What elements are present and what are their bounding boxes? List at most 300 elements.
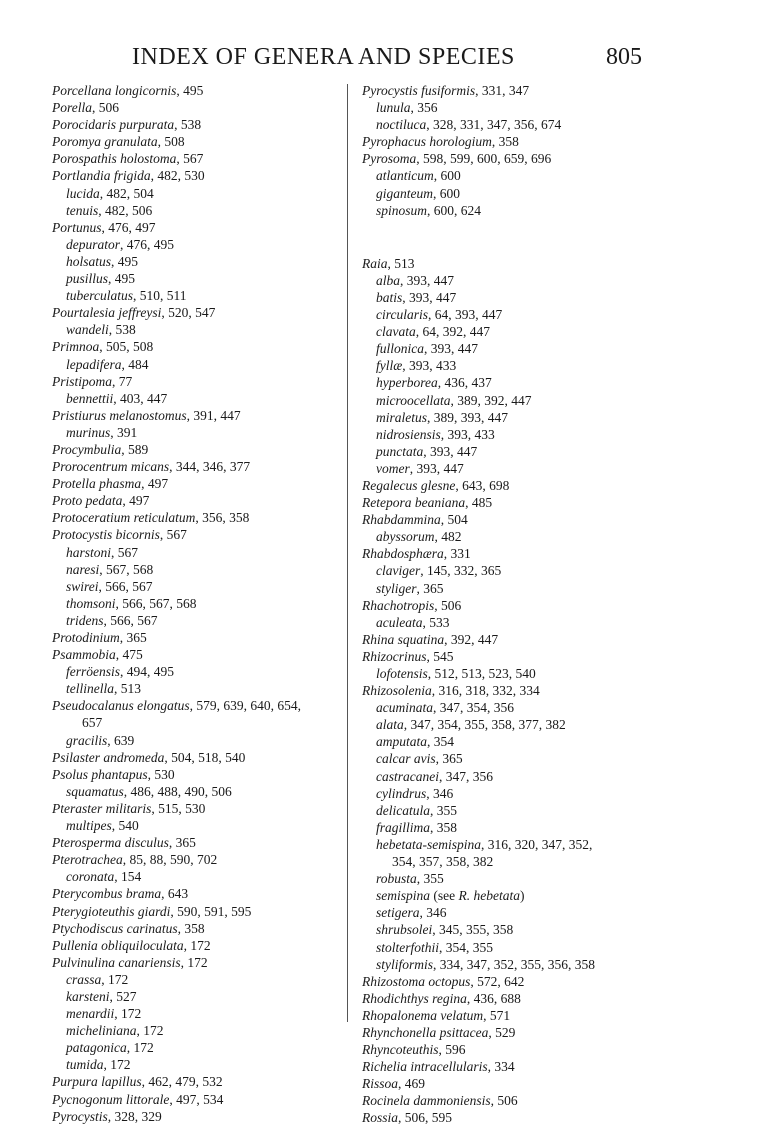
index-entry bbox=[52, 167, 346, 184]
page-refs: , 504, 518, 540 bbox=[164, 749, 246, 765]
page-refs: , 520, 547 bbox=[161, 305, 216, 321]
page-refs: , 347, 354, 356 bbox=[433, 700, 514, 716]
index-entry bbox=[362, 597, 652, 614]
taxon-name: atlanticum bbox=[376, 168, 434, 184]
page-refs: , 572, 642 bbox=[470, 973, 525, 989]
index-subentry bbox=[52, 595, 346, 612]
index-subentry bbox=[362, 167, 652, 184]
taxon-name: fyllæ bbox=[376, 358, 403, 374]
section-gap bbox=[362, 219, 652, 255]
index-subentry bbox=[362, 116, 652, 133]
page-refs: , 482, 504 bbox=[99, 185, 154, 201]
page-refs: , 389, 393, 447 bbox=[427, 409, 509, 425]
taxon-name: claviger bbox=[376, 563, 421, 579]
taxon-name: Portunus bbox=[52, 219, 102, 235]
page-refs: , 566, 567 bbox=[98, 578, 153, 594]
taxon-name: miraletus bbox=[376, 409, 428, 425]
page-refs: , 600 bbox=[433, 168, 461, 184]
index-subentry bbox=[52, 253, 346, 270]
taxon-name: lucida bbox=[66, 185, 100, 201]
page-refs: , 540 bbox=[111, 818, 139, 834]
index-subentry bbox=[362, 785, 652, 802]
taxon-name: styliger bbox=[376, 580, 417, 596]
taxon-name: Protoceratium reticulatum bbox=[52, 510, 196, 526]
index-subentry bbox=[362, 580, 652, 597]
page-refs: , 365 bbox=[168, 835, 196, 851]
page-refs: , 172 bbox=[136, 1023, 164, 1039]
page-refs: , 600 bbox=[433, 185, 460, 201]
index-entry bbox=[52, 219, 346, 236]
index-subentry bbox=[52, 202, 346, 219]
taxon-name: tuberculatus bbox=[66, 288, 133, 304]
page-refs: , 172 bbox=[180, 954, 208, 970]
taxon-name: Raia bbox=[362, 255, 388, 271]
index-subentry bbox=[362, 357, 652, 374]
taxon-name: multipes bbox=[66, 818, 112, 834]
taxon-name: cylindrus bbox=[376, 785, 427, 801]
taxon-name: wandeli bbox=[66, 322, 109, 338]
taxon-name: Rissoa bbox=[362, 1076, 399, 1092]
taxon-name: Rhabdammina bbox=[362, 512, 441, 528]
taxon-name: amputata bbox=[376, 734, 428, 750]
page-refs: , 529 bbox=[488, 1024, 516, 1040]
index-subentry bbox=[362, 443, 652, 460]
taxon-name: Protodinium bbox=[52, 630, 120, 645]
page-refs: , 354, 355 bbox=[439, 939, 494, 955]
page-refs: , 316, 318, 332, 334 bbox=[431, 683, 540, 699]
index-entry bbox=[52, 509, 346, 526]
page-refs: (see bbox=[430, 888, 459, 904]
index-subentry bbox=[362, 306, 652, 323]
taxon-name: abyssorum bbox=[376, 529, 435, 545]
index-entry bbox=[52, 697, 346, 714]
page-refs: , 538 bbox=[174, 117, 202, 133]
index-group-pyrocystis bbox=[362, 82, 652, 219]
taxon-name: delicatula bbox=[376, 802, 430, 818]
taxon-name: castracanei bbox=[376, 768, 439, 784]
page-refs: , 545 bbox=[426, 648, 454, 664]
page-refs: , 567, 568 bbox=[99, 561, 154, 577]
page-refs: , 469 bbox=[398, 1076, 426, 1092]
taxon-name: hyperborea bbox=[376, 375, 438, 391]
page-refs: , 345, 355, 358 bbox=[432, 922, 514, 938]
page-refs: , 172 bbox=[101, 971, 129, 987]
index-entry bbox=[52, 629, 346, 646]
page-refs: , 482, 530 bbox=[150, 168, 205, 184]
taxon-name: Rocinela dammoniensis bbox=[362, 1093, 491, 1109]
index-subentry bbox=[362, 409, 652, 426]
page-refs: , 328, 329 bbox=[107, 1108, 162, 1124]
taxon-name: Psolus phantapus bbox=[52, 766, 148, 782]
taxon-name: Rhizosolenia bbox=[362, 683, 432, 699]
taxon-name: tenuis bbox=[66, 202, 99, 218]
index-entry bbox=[362, 973, 652, 990]
page-refs: , 484 bbox=[121, 356, 149, 372]
page-refs: , 393, 447 bbox=[409, 460, 464, 476]
index-subentry bbox=[362, 921, 652, 938]
taxon-name: Pulvinulina canariensis bbox=[52, 954, 181, 970]
index-subentry bbox=[362, 272, 652, 289]
taxon-name: batis bbox=[376, 289, 403, 305]
taxon-name: Primnoa bbox=[52, 339, 100, 355]
index-subentry bbox=[362, 460, 652, 477]
page-refs: , 495 bbox=[108, 271, 136, 287]
taxon-name: Rhodichthys regina bbox=[362, 990, 467, 1006]
index-entry bbox=[362, 255, 652, 272]
taxon-name: Pyrophacus horologium bbox=[362, 134, 492, 150]
taxon-name: ferröensis bbox=[66, 664, 120, 680]
index-subentry bbox=[362, 99, 652, 116]
index-subentry bbox=[52, 561, 346, 578]
taxon-name: Rhina squatina bbox=[362, 631, 445, 647]
index-subentry bbox=[52, 1005, 346, 1022]
index-subentry bbox=[52, 356, 346, 373]
index-entry bbox=[362, 1109, 652, 1126]
index-entry bbox=[362, 1007, 652, 1024]
taxon-name: circularis bbox=[376, 307, 428, 323]
page-refs: , 497 bbox=[122, 493, 150, 509]
taxon-name: crassa bbox=[66, 971, 102, 987]
taxon-name: Rhopalonema velatum bbox=[362, 1007, 484, 1023]
index-subentry bbox=[52, 287, 346, 304]
index-subentry bbox=[362, 528, 652, 545]
page-refs: , 358 bbox=[491, 134, 519, 150]
taxon-name: Procymbulia bbox=[52, 441, 122, 457]
taxon-name: Prorocentrum micans bbox=[52, 459, 170, 475]
index-entry bbox=[362, 133, 652, 150]
taxon-name: Richelia intracellularis bbox=[362, 1059, 488, 1075]
index-entry bbox=[52, 749, 346, 766]
index-entry bbox=[52, 800, 346, 817]
page-refs: , 347, 356 bbox=[439, 768, 493, 784]
taxon-name: Porcellana longicornis bbox=[52, 83, 177, 98]
page-refs: , 527 bbox=[109, 988, 137, 1004]
index-column-right bbox=[362, 82, 652, 1127]
index-entry bbox=[52, 441, 346, 458]
index-entry bbox=[52, 920, 346, 937]
page-refs: 657 bbox=[82, 715, 103, 731]
page-refs: , 506 bbox=[490, 1093, 518, 1109]
index-entry bbox=[52, 766, 346, 783]
page-refs: , 643 bbox=[161, 886, 189, 902]
index-entry bbox=[52, 937, 346, 954]
page-refs: , 145, 332, 365 bbox=[420, 563, 502, 579]
taxon-name: micheliniana bbox=[66, 1023, 137, 1039]
index-entry bbox=[52, 903, 346, 920]
page-refs: , 393, 447 bbox=[424, 341, 478, 357]
page-refs: , 172 bbox=[126, 1040, 154, 1056]
page-refs: , 391 bbox=[110, 424, 138, 440]
page-refs: , 504 bbox=[440, 512, 468, 528]
taxon-name: Psammobia bbox=[52, 647, 116, 663]
index-entry bbox=[362, 477, 652, 494]
page-refs: , 508 bbox=[157, 134, 185, 150]
index-subentry bbox=[52, 988, 346, 1005]
taxon-name: thomsoni bbox=[66, 595, 116, 611]
taxon-name: aculeata bbox=[376, 614, 423, 630]
index-entry bbox=[52, 304, 346, 321]
index-subentry bbox=[362, 202, 652, 219]
page-refs: , 462, 479, 532 bbox=[141, 1074, 223, 1090]
page-refs: , 495 bbox=[176, 83, 204, 98]
index-subentry bbox=[52, 817, 346, 834]
page-refs: , 393, 433 bbox=[440, 426, 495, 442]
index-subentry bbox=[362, 836, 652, 853]
taxon-name: styliformis bbox=[376, 956, 434, 972]
index-subentry bbox=[362, 819, 652, 836]
page-refs: , 506 bbox=[434, 597, 462, 613]
index-subentry bbox=[362, 716, 652, 733]
taxon-name: Purpura lapillus bbox=[52, 1074, 142, 1090]
page-refs: , 346 bbox=[419, 905, 447, 921]
index-subentry bbox=[52, 680, 346, 697]
page-refs: , 347, 354, 355, 358, 377, 382 bbox=[403, 717, 566, 733]
page-refs: , 331, 347 bbox=[475, 83, 530, 98]
index-entry bbox=[52, 526, 346, 543]
page-refs: , 328, 331, 347, 356, 674 bbox=[426, 117, 562, 133]
page-refs: , 482, 506 bbox=[98, 202, 153, 218]
page-refs: , 476, 497 bbox=[101, 219, 156, 235]
page-refs: , 533 bbox=[422, 614, 450, 630]
taxon-name: Pterosperma disculus bbox=[52, 835, 169, 851]
page-refs: , 476, 495 bbox=[120, 236, 174, 252]
taxon-name: patagonica bbox=[66, 1040, 127, 1056]
page-refs: , 365 bbox=[435, 751, 463, 767]
page-refs: , 64, 393, 447 bbox=[428, 307, 503, 323]
index-entry bbox=[362, 682, 652, 699]
index-subentry bbox=[52, 544, 346, 561]
index-subentry bbox=[362, 802, 652, 819]
page-refs: , 392, 447 bbox=[444, 631, 499, 647]
taxon-name: hebetata-semispina bbox=[376, 836, 481, 852]
index-entry bbox=[362, 1058, 652, 1075]
index-entry bbox=[362, 511, 652, 528]
page-refs: , 598, 599, 600, 659, 696 bbox=[416, 151, 552, 167]
cross-reference-end: ) bbox=[519, 888, 525, 904]
index-subentry bbox=[52, 1022, 346, 1039]
page-refs: 354, 357, 358, 382 bbox=[392, 854, 494, 870]
taxon-name: Protocystis bicornis bbox=[52, 527, 160, 543]
index-entry bbox=[52, 82, 346, 99]
page-refs: , 365 bbox=[416, 580, 444, 596]
index-entry bbox=[362, 494, 652, 511]
index-subentry bbox=[52, 783, 346, 800]
page-refs: , 436, 688 bbox=[466, 990, 521, 1006]
taxon-name: giganteum bbox=[376, 185, 433, 201]
taxon-name: lunula bbox=[376, 100, 411, 116]
taxon-name: setigera bbox=[376, 905, 420, 921]
taxon-name: Rhizostoma octopus bbox=[362, 973, 471, 989]
page-refs: , 600, 624 bbox=[427, 202, 482, 218]
taxon-name: Pyrocystis bbox=[52, 1108, 108, 1124]
taxon-name: calcar avis bbox=[376, 751, 436, 767]
taxon-name: lofotensis bbox=[376, 666, 428, 681]
page-refs: , 354 bbox=[427, 734, 455, 750]
taxon-name: shrubsolei bbox=[376, 922, 433, 938]
index-entry bbox=[362, 990, 652, 1007]
page-refs: , 334, 347, 352, 355, 356, 358 bbox=[433, 956, 596, 972]
page-refs: , 494, 495 bbox=[120, 664, 174, 680]
taxon-name: semispina bbox=[376, 888, 430, 904]
index-entry bbox=[52, 116, 346, 133]
page-refs: , 497, 534 bbox=[169, 1091, 224, 1107]
index-subentry bbox=[362, 904, 652, 921]
page-refs: , 485 bbox=[465, 495, 493, 511]
taxon-name: Poromya granulata bbox=[52, 134, 158, 150]
page-refs: , 355 bbox=[430, 802, 457, 818]
taxon-name: tellinella bbox=[66, 681, 114, 697]
index-subentry bbox=[362, 562, 652, 579]
taxon-name: alba bbox=[376, 272, 401, 288]
page-refs: , 482 bbox=[434, 529, 462, 545]
page-refs: , 497 bbox=[141, 476, 169, 492]
page-refs: , 475 bbox=[115, 647, 143, 663]
page-refs: , 358 bbox=[177, 920, 205, 936]
page-refs: , 567 bbox=[159, 527, 187, 543]
index-entry bbox=[362, 631, 652, 648]
page-refs: , 566, 567 bbox=[103, 612, 158, 628]
index-subentry bbox=[362, 340, 652, 357]
page-refs: , 510, 511 bbox=[133, 288, 187, 304]
index-entry bbox=[52, 133, 346, 150]
page-refs: , 590, 591, 595 bbox=[170, 903, 252, 919]
taxon-name: acuminata bbox=[376, 700, 433, 716]
index-subentry bbox=[362, 289, 652, 306]
page-refs: , 571 bbox=[483, 1007, 511, 1023]
page-refs: , 316, 320, 347, 352, bbox=[480, 836, 593, 852]
index-subentry bbox=[362, 956, 652, 973]
taxon-name: menardii bbox=[66, 1006, 115, 1022]
page-refs: , 77 bbox=[112, 373, 133, 389]
index-subentry bbox=[52, 868, 346, 885]
taxon-name: alata bbox=[376, 717, 404, 733]
taxon-name: fullonica bbox=[376, 341, 424, 357]
index-column-left bbox=[52, 82, 346, 1125]
index-entry bbox=[52, 1108, 346, 1125]
taxon-name: Rhynchonella psittacea bbox=[362, 1024, 489, 1040]
taxon-name: tridens bbox=[66, 612, 104, 628]
taxon-name: Pterycombus brama bbox=[52, 886, 162, 902]
page-refs: , 172 bbox=[103, 1057, 131, 1073]
page-refs: , 64, 392, 447 bbox=[415, 324, 490, 340]
page-refs: , 566, 567, 568 bbox=[115, 595, 197, 611]
page-refs: , 530 bbox=[147, 766, 175, 782]
index-subentry bbox=[52, 270, 346, 287]
index-entry bbox=[52, 1091, 346, 1108]
page-refs: , 403, 447 bbox=[113, 390, 168, 406]
index-entry bbox=[362, 150, 652, 167]
taxon-name: Rhizocrinus bbox=[362, 648, 427, 664]
page-refs: , 172 bbox=[114, 1006, 142, 1022]
index-subentry bbox=[362, 768, 652, 785]
page-refs: , 356 bbox=[410, 100, 438, 116]
index-entry bbox=[362, 82, 652, 99]
page-refs: , 154 bbox=[114, 869, 142, 885]
taxon-name: coronata bbox=[66, 869, 115, 885]
index-subentry bbox=[52, 578, 346, 595]
page-refs: , 513 bbox=[387, 255, 415, 271]
index-entry bbox=[362, 1075, 652, 1092]
taxon-name: swirei bbox=[66, 578, 99, 594]
index-entry bbox=[52, 834, 346, 851]
page-refs: , 512, 513, 523, 540 bbox=[427, 666, 536, 681]
index-subentry bbox=[52, 236, 346, 253]
taxon-name: Rhabdosphæra bbox=[362, 546, 444, 562]
index-entry bbox=[52, 492, 346, 509]
taxon-name: microocellata bbox=[376, 392, 451, 408]
page-refs: , 436, 437 bbox=[437, 375, 492, 391]
index-entry bbox=[362, 1024, 652, 1041]
column-divider bbox=[347, 84, 348, 1022]
index-subentry bbox=[52, 612, 346, 629]
taxon-name: Pyrosoma bbox=[362, 151, 417, 167]
taxon-name: harstoni bbox=[66, 544, 112, 560]
page-refs: , 486, 488, 490, 506 bbox=[123, 783, 232, 799]
index-subentry bbox=[52, 1039, 346, 1056]
taxon-name: Retepora beaniana bbox=[362, 495, 466, 511]
index-subentry bbox=[52, 424, 346, 441]
index-entry bbox=[52, 338, 346, 355]
index-subentry bbox=[362, 614, 652, 631]
page-refs: , 596 bbox=[438, 1042, 466, 1058]
page-refs: , 643, 698 bbox=[455, 477, 510, 493]
taxon-name: Porella bbox=[52, 100, 92, 116]
index-subentry bbox=[362, 392, 652, 409]
index-subentry bbox=[52, 732, 346, 749]
index-group-r bbox=[362, 255, 652, 1127]
index-entry bbox=[52, 475, 346, 492]
taxon-name: noctiluca bbox=[376, 117, 427, 133]
page-refs: , 393, 433 bbox=[402, 358, 457, 374]
taxon-name: gracilis bbox=[66, 732, 108, 748]
page-refs: , 567 bbox=[176, 151, 204, 167]
taxon-name: vomer bbox=[376, 460, 410, 476]
index-continuation bbox=[362, 853, 652, 870]
index-subentry bbox=[362, 750, 652, 767]
index-subentry bbox=[362, 185, 652, 202]
taxon-name: lepadifera bbox=[66, 356, 122, 372]
page-refs: , 639 bbox=[107, 732, 135, 748]
index-entry bbox=[362, 1092, 652, 1109]
index-entry bbox=[52, 646, 346, 663]
page-refs: , 346 bbox=[426, 785, 454, 801]
page-number: 805 bbox=[606, 44, 642, 70]
index-entry bbox=[52, 99, 346, 116]
index-subentry bbox=[362, 870, 652, 887]
page-refs: , 391, 447 bbox=[186, 407, 241, 423]
page-refs: , 538 bbox=[108, 322, 136, 338]
page-refs: , 334 bbox=[487, 1059, 515, 1075]
page-refs: , 505, 508 bbox=[99, 339, 154, 355]
cross-reference: R. hebetata bbox=[458, 888, 520, 904]
taxon-name: Pyrocystis fusiformis bbox=[362, 83, 476, 98]
index-subentry bbox=[362, 426, 652, 443]
page-refs: , 356, 358 bbox=[195, 510, 250, 526]
taxon-name: Rhachotropis bbox=[362, 597, 435, 613]
index-continuation bbox=[52, 714, 346, 731]
index-subentry bbox=[52, 321, 346, 338]
taxon-name: Pullenia obliquiloculata bbox=[52, 937, 184, 953]
index-entry bbox=[362, 648, 652, 665]
taxon-name: nidrosiensis bbox=[376, 426, 441, 442]
taxon-name: Pycnogonum littorale bbox=[52, 1091, 170, 1107]
taxon-name: stolterfothii bbox=[376, 939, 440, 955]
page-refs: , 393, 447 bbox=[423, 443, 478, 459]
page-title: INDEX OF GENERA AND SPECIES bbox=[132, 44, 515, 70]
page-header bbox=[0, 44, 776, 80]
index-entry bbox=[52, 1073, 346, 1090]
index-entry bbox=[52, 954, 346, 971]
